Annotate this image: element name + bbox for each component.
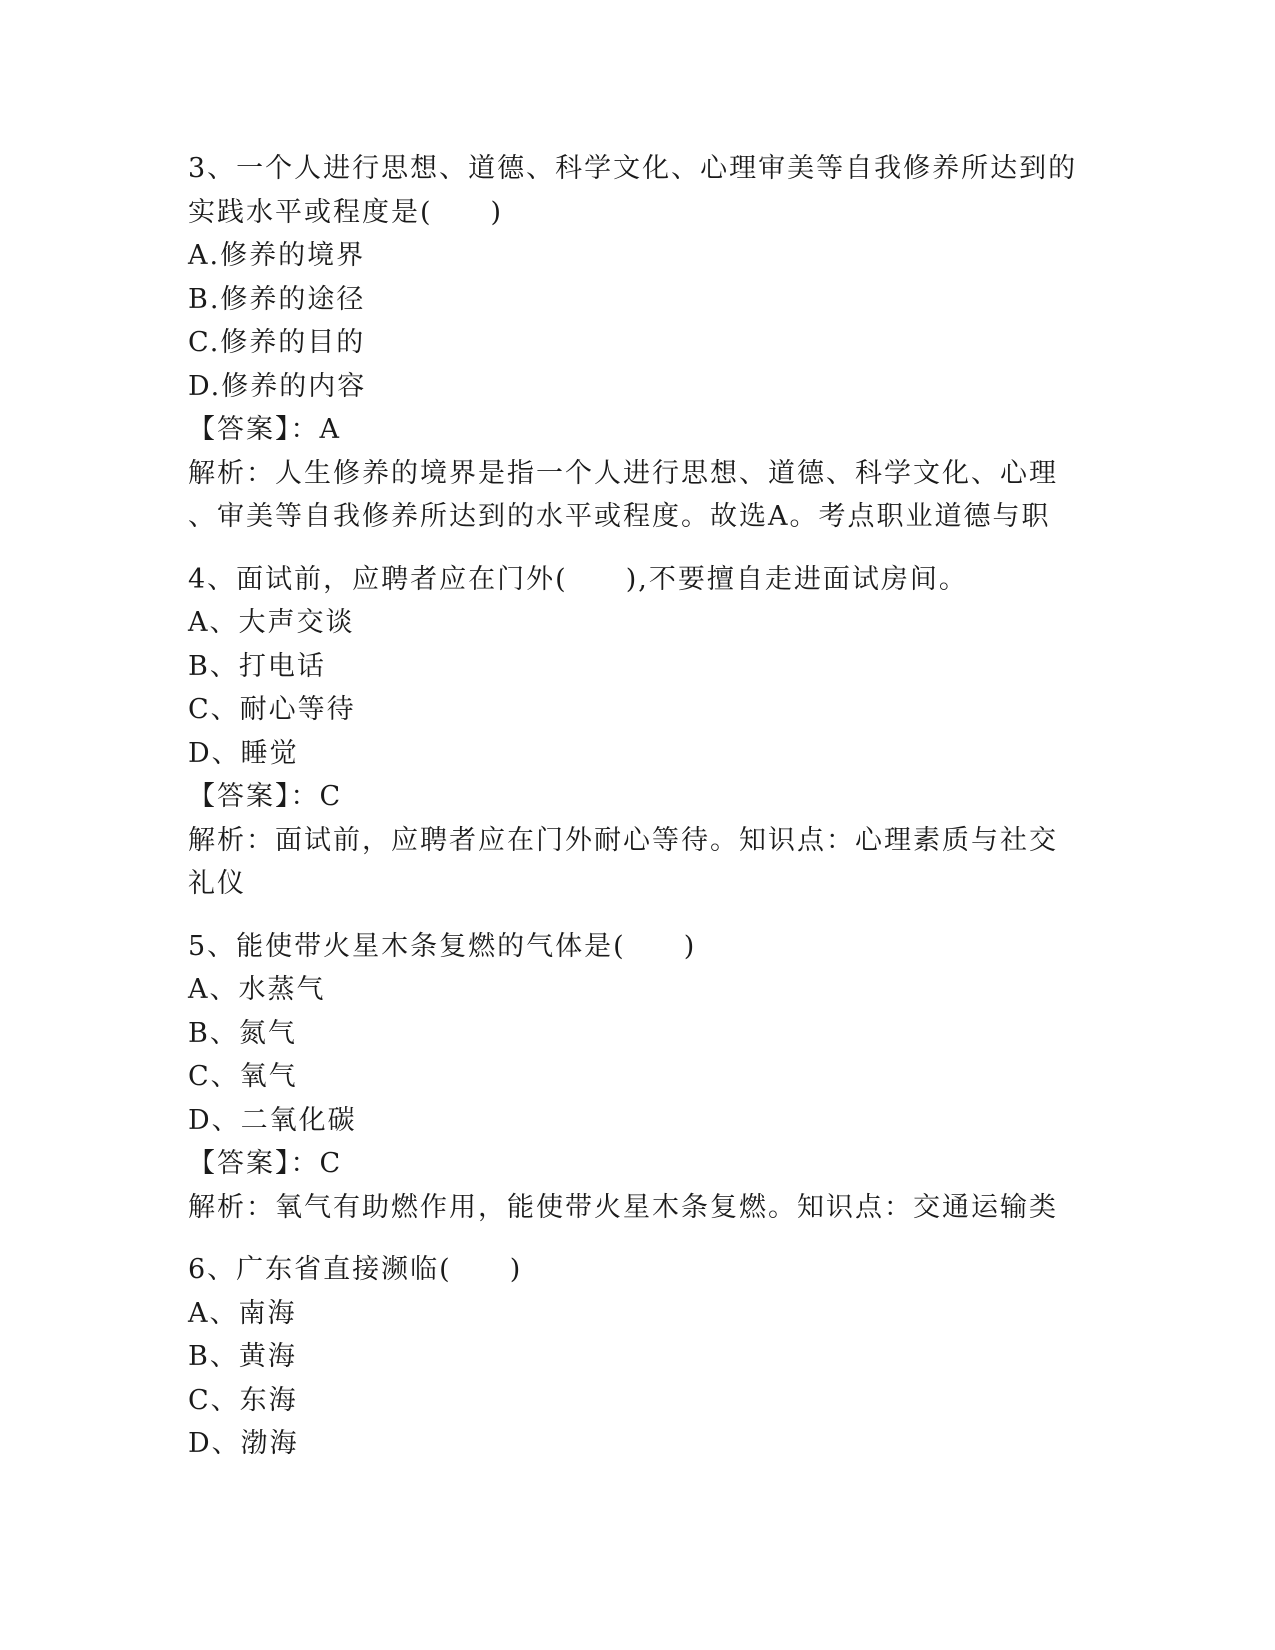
option-b: B.修养的途径 (188, 283, 366, 315)
option-a: A.修养的境界 (188, 240, 366, 271)
analysis: 解析：氧气有助燃作用，能使带火星木条复燃。知识点：交通运输类 (188, 1191, 1058, 1223)
option-d: D、二氧化碳 (188, 1104, 357, 1136)
spacer (188, 539, 1088, 558)
option-d: D、睡觉 (188, 737, 299, 769)
analysis: 解析：面试前，应聘者应在门外耐心等待。知识点：心理素质与社交 (188, 824, 1058, 856)
option-b: B、黄海 (188, 1341, 297, 1372)
question-stem: 3、一个人进行思想、道德、科学文化、心理审美等自我修养所达到的 (188, 153, 1078, 184)
option-c: C、耐心等待 (188, 694, 356, 725)
answer: 【答案】：C (188, 1148, 343, 1179)
question-4 (188, 558, 1088, 906)
option-b: B、打电话 (188, 650, 326, 682)
answer: 【答案】：A (188, 414, 341, 445)
option-b: B、氮气 (188, 1017, 297, 1049)
spacer (188, 906, 1088, 925)
question-stem: 实践水平或程度是( ) (188, 196, 504, 228)
question-list (188, 147, 1088, 1466)
analysis: 、审美等自我修养所达到的水平或程度。故选A。考点职业道德与职 (188, 501, 1051, 532)
question-stem: 6、广东省直接濒临( ) (188, 1254, 523, 1285)
option-c: C、东海 (188, 1384, 298, 1416)
spacer (188, 1229, 1088, 1248)
question-5 (188, 925, 1088, 1230)
option-d: D、渤海 (188, 1428, 299, 1459)
question-6 (188, 1248, 1088, 1466)
option-a: A、水蒸气 (188, 974, 326, 1005)
option-c: C.修养的目的 (188, 327, 366, 358)
analysis: 解析：人生修养的境界是指一个人进行思想、道德、科学文化、心理 (188, 457, 1058, 489)
question-stem: 5、能使带火星木条复燃的气体是( ) (188, 930, 697, 962)
option-a: A、南海 (188, 1297, 297, 1329)
option-c: C、氧气 (188, 1061, 298, 1092)
question-stem: 4、面试前，应聘者应在门外( ),不要擅自走进面试房间。 (188, 563, 968, 595)
question-3 (188, 147, 1088, 539)
analysis: 礼仪 (188, 868, 246, 899)
answer: 【答案】：C (188, 781, 343, 812)
option-d: D.修养的内容 (188, 370, 367, 402)
option-a: A、大声交谈 (188, 607, 355, 638)
